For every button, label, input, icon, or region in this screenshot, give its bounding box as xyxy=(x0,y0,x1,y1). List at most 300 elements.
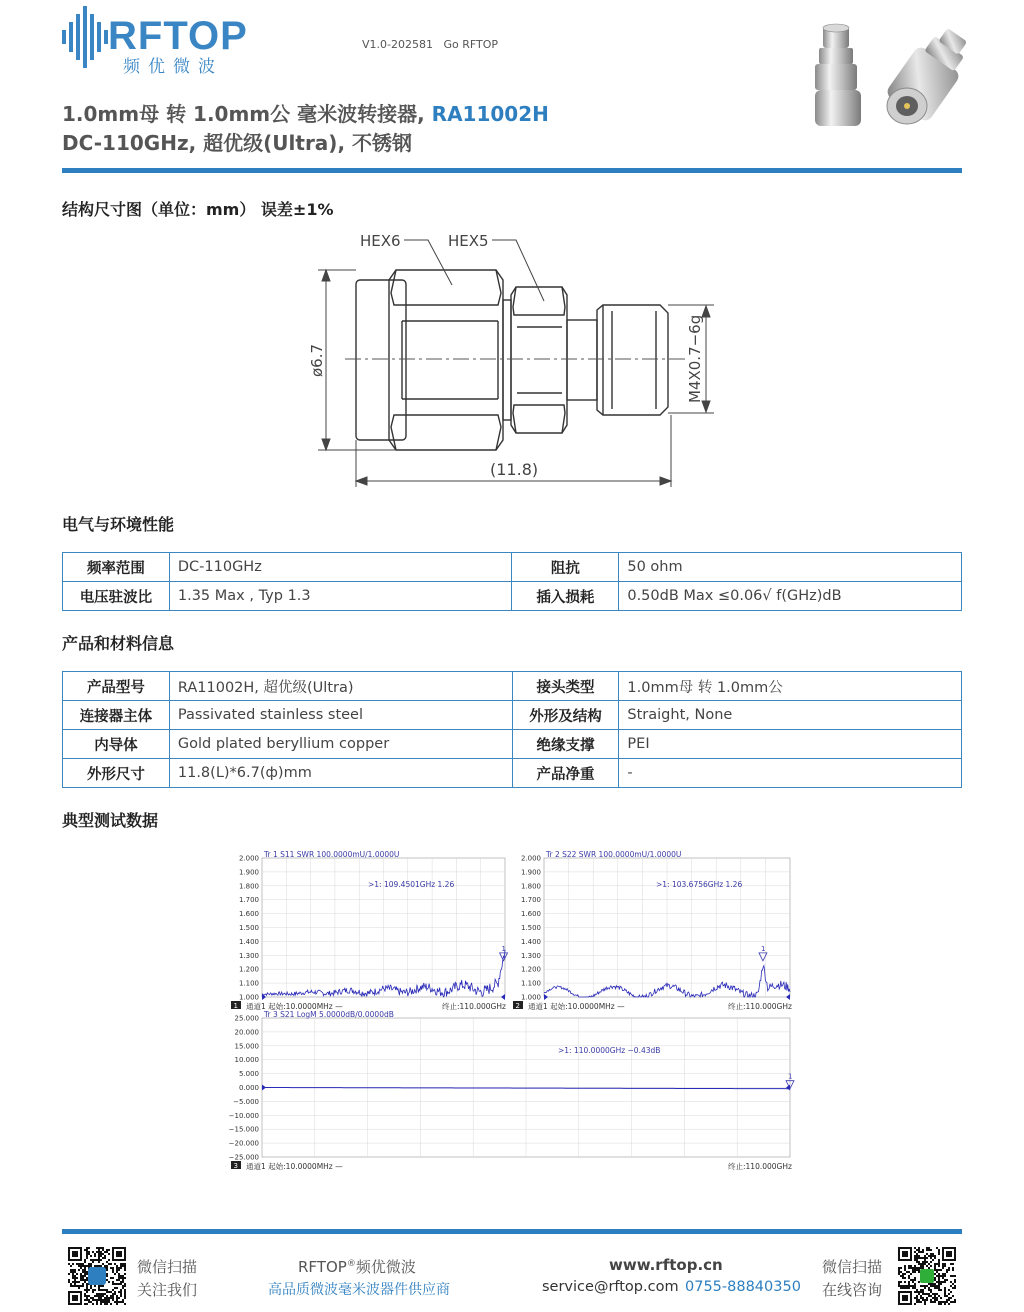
qr-module xyxy=(84,1275,86,1277)
chart1-tick-label: 1.200 xyxy=(238,965,259,974)
spec-key: 阻抗 xyxy=(512,553,619,582)
qr-module xyxy=(116,1283,118,1285)
qr-module xyxy=(934,1299,936,1301)
qr-module xyxy=(940,1301,942,1303)
qr-module xyxy=(932,1253,934,1255)
qr-module xyxy=(916,1289,918,1291)
qr-module xyxy=(948,1299,950,1301)
qr-module xyxy=(100,1301,102,1303)
qr-module xyxy=(934,1285,936,1287)
qr-module xyxy=(102,1247,104,1249)
qr-module xyxy=(110,1297,112,1299)
qr-module xyxy=(908,1281,910,1283)
qr-module xyxy=(100,1255,102,1257)
qr-module xyxy=(940,1283,942,1285)
qr-module xyxy=(90,1265,92,1267)
qr-module xyxy=(116,1265,118,1267)
dimension-drawing xyxy=(300,225,730,493)
chart1-tick-label: 2.000 xyxy=(238,854,259,863)
chart2-footer-left: 通道1 起始:10.0000MHz — xyxy=(528,1002,625,1011)
qr-module xyxy=(930,1283,932,1285)
qr-module xyxy=(112,1277,114,1279)
qr-module xyxy=(922,1261,924,1263)
qr-module xyxy=(926,1261,928,1263)
qr-module xyxy=(124,1283,126,1285)
spec-value: - xyxy=(619,759,962,788)
qr-module xyxy=(936,1287,938,1289)
qr-module xyxy=(944,1295,946,1297)
chart2-header: Tr 2 S22 SWR 100.0000mU/1.0000U xyxy=(546,850,682,859)
qr-module xyxy=(98,1249,100,1251)
qr-module xyxy=(84,1279,86,1281)
qr-module xyxy=(916,1297,918,1299)
qr-module xyxy=(96,1251,98,1253)
qr-module xyxy=(112,1293,114,1295)
qr-module xyxy=(938,1295,940,1297)
qr-module xyxy=(78,1285,80,1287)
qr-module xyxy=(114,1263,116,1265)
qr-module xyxy=(94,1253,96,1255)
qr-module xyxy=(916,1299,918,1301)
spec-value: Passivated stainless steel xyxy=(169,701,512,730)
spec-value: Straight, None xyxy=(619,701,962,730)
qr-module xyxy=(94,1295,96,1297)
qr-module xyxy=(924,1303,926,1305)
qr-module xyxy=(86,1285,88,1287)
qr-module xyxy=(116,1297,118,1299)
qr-module xyxy=(948,1297,950,1299)
qr-module xyxy=(82,1279,84,1281)
qr-module xyxy=(922,1265,924,1267)
chart1-marker-label: 1 xyxy=(501,944,507,953)
qr-module xyxy=(82,1263,84,1265)
qr-module xyxy=(124,1269,126,1271)
qr-module xyxy=(952,1263,954,1265)
qr-module xyxy=(100,1303,102,1305)
chart3-tick-label: −15.000 xyxy=(228,1125,259,1134)
qr-module xyxy=(120,1267,122,1269)
hex5-label: HEX5 xyxy=(448,232,489,250)
qr-module xyxy=(904,1265,906,1267)
qr-module xyxy=(924,1259,926,1261)
qr-module xyxy=(98,1251,100,1253)
qr-module xyxy=(86,1265,88,1267)
logo-wordmark: RFTOP xyxy=(108,14,248,58)
drawing-section-title: 结构尺寸图（单位：mm） 误差±1% xyxy=(62,200,334,219)
qr-module xyxy=(902,1277,904,1279)
qr-module xyxy=(938,1281,940,1283)
wechat-scan-label: 微信扫描 xyxy=(137,1258,198,1276)
qr-module xyxy=(108,1249,110,1251)
qr-module xyxy=(920,1285,922,1287)
qr-module xyxy=(92,1251,94,1253)
chart2-marker-readout: >1: 103.6756GHz 1.26 xyxy=(656,880,743,889)
qr-module xyxy=(74,1277,76,1279)
qr-module xyxy=(918,1269,920,1271)
product-table xyxy=(62,671,962,788)
qr-module xyxy=(98,1299,100,1301)
qr-module xyxy=(88,1263,90,1265)
follow-us-label: 关注我们 xyxy=(137,1281,198,1299)
website-link[interactable]: www.rftop.cn xyxy=(609,1256,723,1274)
qr-module xyxy=(944,1273,946,1275)
chart3-footer-left: 通道1 起始:10.0000MHz — xyxy=(246,1162,343,1171)
qr-module xyxy=(924,1255,926,1257)
qr-module xyxy=(106,1295,108,1297)
qr-module xyxy=(910,1273,912,1275)
qr-module xyxy=(914,1277,916,1279)
qr-module xyxy=(916,1261,918,1263)
qr-module xyxy=(108,1259,110,1261)
qr-module xyxy=(928,1267,930,1269)
qr-module xyxy=(118,1283,120,1285)
qr-module xyxy=(104,1251,106,1253)
qr-module xyxy=(118,1301,120,1303)
qr-module xyxy=(924,1261,926,1263)
qr-module xyxy=(926,1253,928,1255)
qr-module xyxy=(86,1295,88,1297)
qr-module xyxy=(932,1255,934,1257)
qr-module xyxy=(914,1267,916,1269)
qr-module xyxy=(938,1249,940,1251)
qr-module xyxy=(80,1279,82,1281)
qr-module xyxy=(116,1279,118,1281)
chart2-tick-label: 1.300 xyxy=(520,951,541,960)
qr-module xyxy=(934,1297,936,1299)
qr-module xyxy=(100,1259,102,1261)
qr-module xyxy=(906,1285,908,1287)
qr-module xyxy=(72,1295,78,1301)
qr-module xyxy=(940,1275,942,1277)
chart3-tick-label: 5.000 xyxy=(238,1070,259,1079)
qr-module xyxy=(80,1265,82,1267)
brand-name: RFTOP xyxy=(298,1258,347,1276)
qr-module xyxy=(124,1277,126,1279)
qr-module xyxy=(924,1299,926,1301)
qr-module xyxy=(928,1293,930,1295)
qr-module xyxy=(124,1273,126,1275)
qr-module xyxy=(84,1299,86,1301)
qr-module xyxy=(922,1289,924,1291)
qr-module xyxy=(944,1265,946,1267)
qr-module xyxy=(106,1269,108,1271)
qr-module xyxy=(86,1299,88,1301)
qr-module xyxy=(938,1275,940,1277)
phone-number: 0755-88840350 xyxy=(685,1279,801,1295)
spec-value: PEI xyxy=(619,730,962,759)
qr-module xyxy=(84,1303,86,1305)
chart1-footer-right: 终止:110.000GHz xyxy=(442,1002,506,1011)
qr-module xyxy=(72,1271,74,1273)
qr-module xyxy=(932,1297,934,1299)
qr-module xyxy=(902,1295,908,1301)
qr-module xyxy=(88,1247,90,1249)
qr-module xyxy=(948,1303,950,1305)
thread-label: M4X0.7−6g xyxy=(686,314,704,403)
qr-module xyxy=(102,1263,104,1265)
qr-module xyxy=(88,1251,90,1253)
consult-qr-code xyxy=(898,1247,956,1305)
qr-module xyxy=(908,1271,910,1273)
qr-module xyxy=(120,1265,122,1267)
chart1-marker-readout: >1: 109.4501GHz 1.26 xyxy=(368,880,455,889)
chart2-tick-label: 1.200 xyxy=(520,965,541,974)
qr-module xyxy=(942,1265,944,1267)
qr-module xyxy=(914,1259,916,1261)
qr-module xyxy=(914,1269,916,1271)
chart3-tick-label: −25.000 xyxy=(228,1153,259,1162)
qr-module xyxy=(78,1269,80,1271)
qr-module xyxy=(120,1301,122,1303)
qr-module xyxy=(932,1259,934,1261)
qr-module xyxy=(928,1247,930,1249)
qr-module xyxy=(84,1293,86,1295)
qr-module xyxy=(952,1269,954,1271)
qr-module xyxy=(104,1297,106,1299)
qr-module xyxy=(86,1247,88,1249)
spec-value: 1.0mm母 转 1.0mm公 xyxy=(619,672,962,701)
qr-module xyxy=(106,1249,108,1251)
qr-module xyxy=(924,1293,926,1295)
qr-module xyxy=(82,1283,84,1285)
qr-module xyxy=(916,1257,918,1259)
qr-module xyxy=(934,1295,936,1297)
qr-module xyxy=(86,1253,88,1255)
chart2-number: 2 xyxy=(515,1002,520,1010)
qr-module xyxy=(86,1279,88,1281)
qr-module xyxy=(112,1297,114,1299)
chart2-tick-label: 1.600 xyxy=(520,910,541,919)
qr-module xyxy=(954,1279,956,1281)
qr-module xyxy=(952,1283,954,1285)
qr-module xyxy=(934,1277,936,1279)
qr-module xyxy=(904,1269,906,1271)
qr-module xyxy=(910,1267,912,1269)
qr-module xyxy=(926,1297,928,1299)
qr-module xyxy=(86,1255,88,1257)
qr-module xyxy=(950,1291,952,1293)
qr-module xyxy=(94,1289,96,1291)
qr-module xyxy=(936,1263,938,1265)
qr-module xyxy=(78,1263,80,1265)
qr-module xyxy=(78,1287,80,1289)
qr-module xyxy=(918,1299,920,1301)
chart3-footer-right: 终止:110.000GHz xyxy=(728,1162,792,1171)
qr-module xyxy=(920,1267,922,1269)
qr-module xyxy=(904,1285,906,1287)
qr-module xyxy=(954,1285,956,1287)
qr-module xyxy=(104,1303,106,1305)
qr-module xyxy=(98,1247,100,1249)
qr-module xyxy=(112,1281,114,1283)
qr-module xyxy=(938,1285,940,1287)
qr-module xyxy=(86,1273,88,1275)
qr-module xyxy=(98,1255,100,1257)
qr-module xyxy=(70,1265,72,1267)
qr-module xyxy=(910,1279,912,1281)
qr-module xyxy=(118,1275,120,1277)
qr-module xyxy=(94,1255,96,1257)
qr-module xyxy=(940,1303,942,1305)
qr-module xyxy=(96,1293,98,1295)
qr-module xyxy=(72,1275,74,1277)
qr-module xyxy=(942,1273,944,1275)
footer-brand xyxy=(298,1256,416,1277)
qr-module xyxy=(116,1269,118,1271)
qr-module xyxy=(902,1273,904,1275)
qr-module xyxy=(84,1259,86,1261)
email-link[interactable]: service@rftop.com xyxy=(542,1279,679,1295)
qr-module xyxy=(914,1291,916,1293)
qr-module xyxy=(76,1281,78,1283)
qr-module xyxy=(924,1287,926,1289)
qr-module xyxy=(70,1283,72,1285)
chart3-tick-label: −5.000 xyxy=(233,1097,259,1106)
qr-module xyxy=(86,1249,88,1251)
qr-module xyxy=(932,1283,934,1285)
consult-label: 在线咨询 xyxy=(822,1281,883,1299)
qr-module xyxy=(918,1247,920,1249)
qr-module xyxy=(106,1273,108,1275)
qr-module xyxy=(106,1251,108,1253)
qr-module xyxy=(954,1275,956,1277)
qr-module xyxy=(122,1275,124,1277)
qr-module xyxy=(950,1263,952,1265)
chart3-tick-label: 20.000 xyxy=(234,1028,259,1037)
qr-module xyxy=(936,1293,938,1295)
qr-module xyxy=(928,1289,930,1291)
qr-module xyxy=(916,1249,918,1251)
qr-module xyxy=(914,1287,916,1289)
qr-module xyxy=(938,1303,940,1305)
qr-module xyxy=(120,1283,122,1285)
qr-module xyxy=(102,1293,104,1295)
spec-value: Gold plated beryllium copper xyxy=(169,730,512,759)
qr-module xyxy=(944,1291,946,1293)
qr-module xyxy=(930,1301,932,1303)
qr-module xyxy=(938,1265,940,1267)
qr-module xyxy=(934,1283,936,1285)
qr-module xyxy=(84,1281,86,1283)
chart2-tick-label: 1.100 xyxy=(520,979,541,988)
qr-module xyxy=(904,1287,906,1289)
qr-module xyxy=(120,1277,122,1279)
qr-module xyxy=(122,1285,124,1287)
qr-module xyxy=(68,1273,70,1275)
footer-divider xyxy=(62,1229,962,1234)
chart1-tick-label: 1.900 xyxy=(238,868,259,877)
chart3-number: 3 xyxy=(233,1162,238,1170)
qr-module xyxy=(942,1281,944,1283)
spec-value: 11.8(L)*6.7(ф)mm xyxy=(169,759,512,788)
qr-module xyxy=(106,1261,108,1263)
qr-module xyxy=(918,1263,920,1265)
qr-module xyxy=(928,1283,930,1285)
qr-module xyxy=(106,1267,108,1269)
qr-module xyxy=(912,1281,914,1283)
qr-module xyxy=(948,1293,950,1295)
qr-module xyxy=(918,1271,920,1273)
qr-module xyxy=(906,1287,908,1289)
qr-module xyxy=(80,1273,82,1275)
qr-module xyxy=(94,1285,96,1287)
qr-module xyxy=(938,1277,940,1279)
qr-module xyxy=(934,1267,936,1269)
chart3-tick-label: 15.000 xyxy=(234,1042,259,1051)
qr-module xyxy=(900,1271,902,1273)
qr-module xyxy=(936,1271,938,1273)
qr-module xyxy=(946,1301,948,1303)
qr-module xyxy=(916,1291,918,1293)
qr-module xyxy=(938,1259,940,1261)
qr-module xyxy=(930,1257,932,1259)
qr-module xyxy=(110,1267,112,1269)
qr-module xyxy=(98,1257,100,1259)
qr-module xyxy=(116,1287,118,1289)
qr-module xyxy=(106,1279,108,1281)
qr-module xyxy=(908,1283,910,1285)
qr-module xyxy=(898,1283,900,1285)
qr-module xyxy=(118,1269,120,1271)
qr-module xyxy=(82,1265,84,1267)
qr-module xyxy=(72,1269,74,1271)
qr-module xyxy=(70,1271,72,1273)
qr-module xyxy=(98,1259,100,1261)
qr-module xyxy=(80,1275,82,1277)
table-row xyxy=(63,672,962,701)
qr-module xyxy=(908,1287,910,1289)
qr-module xyxy=(108,1281,110,1283)
qr-module xyxy=(936,1247,938,1249)
qr-module xyxy=(82,1277,84,1279)
electrical-section-title: 电气与环境性能 xyxy=(62,515,175,534)
chart3-marker-readout: >1: 110.0000GHz −0.43dB xyxy=(558,1046,661,1055)
qr-module xyxy=(122,1301,124,1303)
chart1-header: Tr 1 S11 SWR 100.0000mU/1.0000U xyxy=(264,850,400,859)
qr-module xyxy=(122,1279,124,1281)
qr-module xyxy=(946,1295,948,1297)
tagline: Go RFTOP xyxy=(443,38,499,51)
product-title-line1 xyxy=(62,98,549,127)
chart2-tick-label: 1.000 xyxy=(520,993,541,1002)
qr-module xyxy=(918,1255,920,1257)
qr-module xyxy=(114,1291,116,1293)
qr-module xyxy=(96,1265,98,1267)
qr-module xyxy=(926,1265,928,1267)
qr-module xyxy=(90,1297,92,1299)
qr-module xyxy=(920,1301,922,1303)
qr-module xyxy=(120,1289,122,1291)
qr-module xyxy=(118,1267,120,1269)
qr-module xyxy=(918,1293,920,1295)
qr-module xyxy=(88,1265,90,1267)
qr-module xyxy=(122,1277,124,1279)
spec-value: 50 ohm xyxy=(619,553,962,582)
qr-module xyxy=(904,1281,906,1283)
qr-module xyxy=(924,1301,926,1303)
qr-module xyxy=(950,1297,952,1299)
qr-module xyxy=(912,1285,914,1287)
qr-module xyxy=(116,1251,122,1257)
qr-module xyxy=(914,1257,916,1259)
qr-module xyxy=(102,1289,104,1291)
qr-module xyxy=(74,1275,76,1277)
qr-module xyxy=(946,1251,952,1257)
qr-module xyxy=(944,1293,946,1295)
qr-module xyxy=(84,1289,86,1291)
qr-module xyxy=(938,1289,940,1291)
spec-value: 1.35 Max , Typ 1.3 xyxy=(169,582,512,611)
